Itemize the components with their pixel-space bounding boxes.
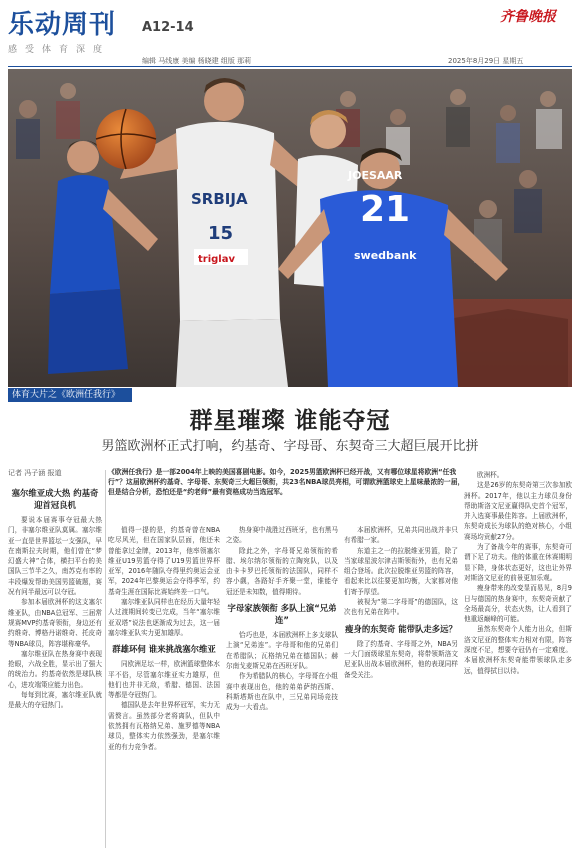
column-divider — [105, 470, 106, 848]
sponsor-triglav: triglav — [198, 254, 235, 265]
header-rule — [8, 66, 572, 67]
section-tag: 体育大片之《欧洲任我行》 — [8, 388, 132, 402]
issue-date: 2025年8月29日 星期五 — [448, 57, 524, 65]
jersey-number-21: 21 — [360, 189, 411, 230]
paragraph: 除了约基奇、字母哥之外，NBA另一大门面级球星东契奇，将带领斯洛文尼亚队出战本届欧洲杯，他的表现同样备受关注。 — [344, 639, 458, 679]
jersey-number-15: 15 — [208, 223, 234, 244]
editor-credits: 编辑 马线康 美编 杨晓建 组版 那莉 — [142, 57, 252, 65]
sponsor-swedbank: swedbank — [354, 249, 417, 262]
paragraph: 为了备战今年的赛事，东契奇可谓下足了功夫。他的体重在休赛期明显下降，身体状态更好，这也让外界对斯洛文尼亚的前景更加乐观。 — [464, 543, 572, 582]
paragraph: 本届欧洲杯，兄弟共同出战并非只有希腊一家。 — [344, 526, 458, 545]
paragraph: 恰巧也是，本届欧洲杯上多支球队上演“兄弟连”。字母哥和他的兄弟们在希腊队；瓦格纳兄弟在德国队；赫尔南戈麦斯兄弟在西班牙队。 — [226, 631, 338, 670]
paragraph: 瘦身带来的改变显而易见，8月9日与德国的热身赛中，东契奇贡献了全场最高分，状态火热，让人看到了他重返巅峰的可能。 — [464, 584, 572, 624]
section-subtitle-1: 塞尔维亚成大热 约基奇迎首冠良机 — [11, 488, 99, 510]
page-number: A12-14 — [142, 20, 194, 35]
article-column-1 — [8, 482, 102, 847]
masthead: 乐动周刊 — [8, 10, 117, 40]
article-column-2 — [108, 525, 220, 847]
basketball-icon — [96, 109, 156, 169]
paragraph: 德国队是去年世界杯冠军，实力无需赘言。虽然部分老将离队，但队中依然拥有瓦格纳兄弟、施罗德等NBA球员，整体实力依然强劲，是塞尔维亚的有力竞争者。 — [108, 701, 220, 751]
intro-paragraph: 《欧洲任我行》是一部2004年上映的美国喜剧电影。如今，2025男篮欧洲杯已经开战，又有哪位球星将欧洲“任我行”？这届欧洲杯约基奇、字母哥、东契奇三大超巨领衔，共23名NBA球员亮相，可谓欧洲篮球史上星味最浓的一届，但是结合分析，恐怕还是“约老师”最有资格成功当选冠军。 — [108, 468, 465, 496]
paragraph: 塞尔维亚队在热身赛中表现抢眼，六战全胜，显示出了强大的统治力。约基奇依然是球队核心，进攻端策应能力出色。 — [8, 649, 102, 689]
jersey-text-joesaar: JOESAAR — [348, 169, 403, 182]
paper-logo: 齐鲁晚报 — [500, 9, 556, 25]
paragraph: 作为希腊队的核心，字母哥在小组赛中表现出色，他的弟弟萨纳西斯、科斯塔斯也在队中，三兄弟同场竞技成为一大看点。 — [226, 672, 338, 712]
jersey-text-serbia: SRBIJA — [191, 190, 248, 208]
paragraph: 同欧洲足坛一样，欧洲篮球整体水平不俗，尽管塞尔维亚实力雄厚，但他们也并非无敌，希腊、德国、法国等都是夺冠热门。 — [108, 660, 220, 700]
byline: 记者 冯子涵 报道 — [8, 469, 62, 477]
paragraph: 虽然东契奇个人能力出众，但斯洛文尼亚的整体实力相对有限，阵容深度不足，想要夺冠仍有一定难度。本届欧洲杯东契奇能带领球队走多远，值得拭目以待。 — [464, 625, 572, 675]
paragraph: 参加本届欧洲杯的这支塞尔维亚队，由NBA总冠军、三届常规赛MVP约基奇领衔，身边还有约维奇、博格丹诺维奇、托皮奇等NBA球员，阵容堪称豪华。 — [8, 598, 102, 648]
page-header — [0, 0, 580, 70]
paragraph: 除此之外，字母哥兄弟领衔的希腊、埃尔纳尔领衔的立陶宛队，以及由卡卡罗巴托领衔的法国队，同样不容小觑，各路好手齐聚一堂，谁能夺冠还是未知数，值得期待。 — [226, 546, 338, 596]
paragraph: 每每到比赛，塞尔维亚队就是最大的夺冠热门。 — [8, 691, 102, 710]
section-subtitle-4: 瘦身的东契奇 能带队走多远？ — [345, 623, 457, 634]
article-column-4 — [344, 525, 458, 847]
paragraph: 热身赛中战胜过西班牙，也有黑马之姿。 — [226, 526, 338, 545]
slogan: 感受体育深度 — [8, 45, 111, 55]
paragraph: 欧洲杯。 — [477, 471, 504, 479]
paragraph: 东道主之一的拉脱维亚男篮，除了当家球星波尔津吉斯领衔外，也有兄弟组合登场。此次拉脱维亚男篮的阵容，看起来比以往要更加均衡，大家都对他们寄予厚望。 — [344, 546, 458, 596]
article-column-5 — [464, 470, 572, 847]
paragraph: 要说本届赛事夺冠最大热门，非塞尔维亚队莫属。塞尔维亚一直是世界篮坛一支强队，早在南斯拉夫时期，他们曾在“梦幻盛大神”合体，横扫平台的美国队三节半之久，南苏克有率的丰段爆发帮助美国男篮破题，赛况有问半最远可以夺冠。 — [8, 516, 102, 597]
paragraph: 值得一提的是，约基奇曾在NBA吃尽风光，但在国家队层面，他还未曾能拿过金牌，2013年，他率领塞尔维亚U19男篮夺得了U19男篮世界杯亚军，2016年随队夺得里约奥运会亚军，2024年巴黎奥运会夺得季军，约基奇生涯在国际比赛始终差一口气。 — [108, 526, 220, 596]
lead-photo — [8, 69, 572, 387]
paragraph: 被视为“第二字母哥”的德国队，这次也有兄弟在阵中。 — [344, 598, 458, 617]
section-subtitle-2: 群雄环伺 谁来挑战塞尔维亚 — [112, 644, 216, 655]
basketball-photo — [8, 69, 572, 387]
paragraph: 塞尔维亚队同样也在经历大量年轻人过渡期间转变已完成，当年“塞尔维亚双塔”说法也逐渐成为过去，这一届塞尔维亚队实力更加雄厚。 — [108, 598, 220, 637]
subheadline: 男篮欧洲杯正式打响，约基奇、字母哥、东契奇三大超巨展开比拼 — [101, 439, 479, 454]
section-subtitle-3: 字母家族领衔 多队上演“兄弟连” — [227, 603, 337, 626]
article-column-3 — [226, 525, 338, 847]
headline: 群星璀璨 谁能夺冠 — [189, 407, 391, 434]
paragraph: 这是26岁的东契奇第三次参加欧洲杯。2017年，他以主力球员身份帮助斯洛文尼亚赢得队史首个冠军，并入选赛事最佳阵容。上届欧洲杯，东契奇成长为球队的绝对核心，小组赛场均贡献27分。 — [464, 481, 572, 541]
